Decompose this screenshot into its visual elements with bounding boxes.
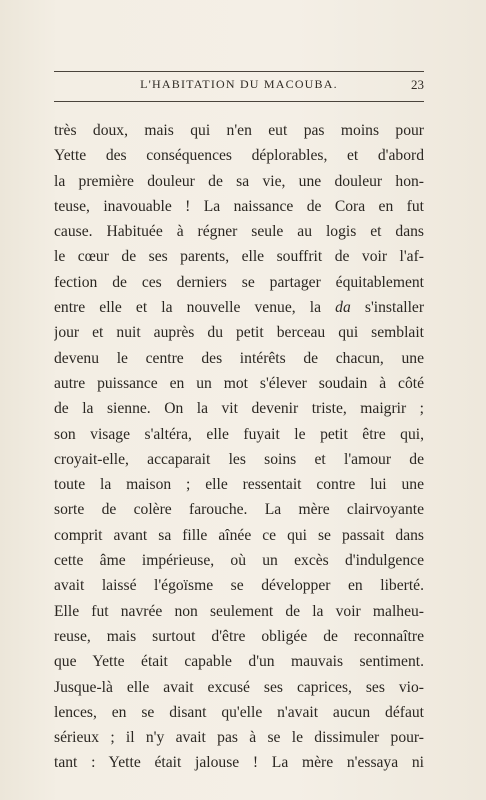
page-number: 23 [411,77,424,92]
text-line: avait laissé l'égoïsme se développer en liberté. [54,577,424,595]
running-head-title: L'HABITATION DU MACOUBA. [140,77,338,91]
italic-word: da [335,299,351,317]
text-line: Elle fut navrée non seulement de la voir malheu- [54,602,424,620]
text-line-part: s'installer [364,299,424,317]
header-top-rule [54,71,424,72]
text-line: teuse, inavouable ! La naissance de Cora en fut [54,197,424,215]
text-line: la première douleur de sa vie, une douleur hon- [54,172,424,190]
text-line: jour et nuit auprès du petit berceau qui semblait [54,324,424,342]
text-line: sérieux ; il n'y avait pas à se le dissimuler pour- [54,729,424,747]
text-line: autre puissance en un mot s'élever soudain à côté [54,374,424,392]
text-line: toute la maison ; elle ressentait contre lui une [54,476,424,494]
text-line: comprit avant sa fille aînée ce qui se passait dans [54,526,424,544]
text-line: le cœur de ses parents, elle souffrit de voir l'af- [54,248,424,266]
text-line: Yette des conséquences déplorables, et d'abord [54,147,424,165]
text-line: lences, en se disant qu'elle n'avait aucun défaut [54,703,424,721]
text-line: reuse, mais surtout d'être obligée de reconnaître [54,627,424,645]
text-line-part: entre elle et la nouvelle venue, la [54,299,322,317]
text-line: très doux, mais qui n'en eut pas moins pour [54,122,424,139]
text-line-with-italic [54,295,424,320]
header-bottom-rule [54,101,424,102]
text-line: devenu le centre des intérêts de chacun, une [54,349,424,367]
text-line: sorte de colère farouche. La mère clairvoyante [54,501,424,519]
text-line: que Yette était capable d'un mauvais sentiment. [54,653,424,671]
text-line: cause. Habituée à régner seule au logis et dans [54,223,424,241]
body-text [54,118,424,776]
text-line: tant : Yette était jalouse ! La mère n'essaya ni [54,754,424,772]
text-line: fection de ces derniers se partager équitablement [54,273,424,291]
text-line: son visage s'altéra, elle fuyait le petit être qui, [54,425,424,443]
text-line: de la sienne. On la vit devenir triste, maigrir ; [54,400,424,418]
running-head [54,77,424,95]
text-line: cette âme impérieuse, où un excès d'indulgence [54,552,424,570]
text-line: croyait-elle, accaparait les soins et l'amour de [54,450,424,468]
text-line: Jusque-là elle avait excusé ses caprices, ses vio- [54,678,424,696]
